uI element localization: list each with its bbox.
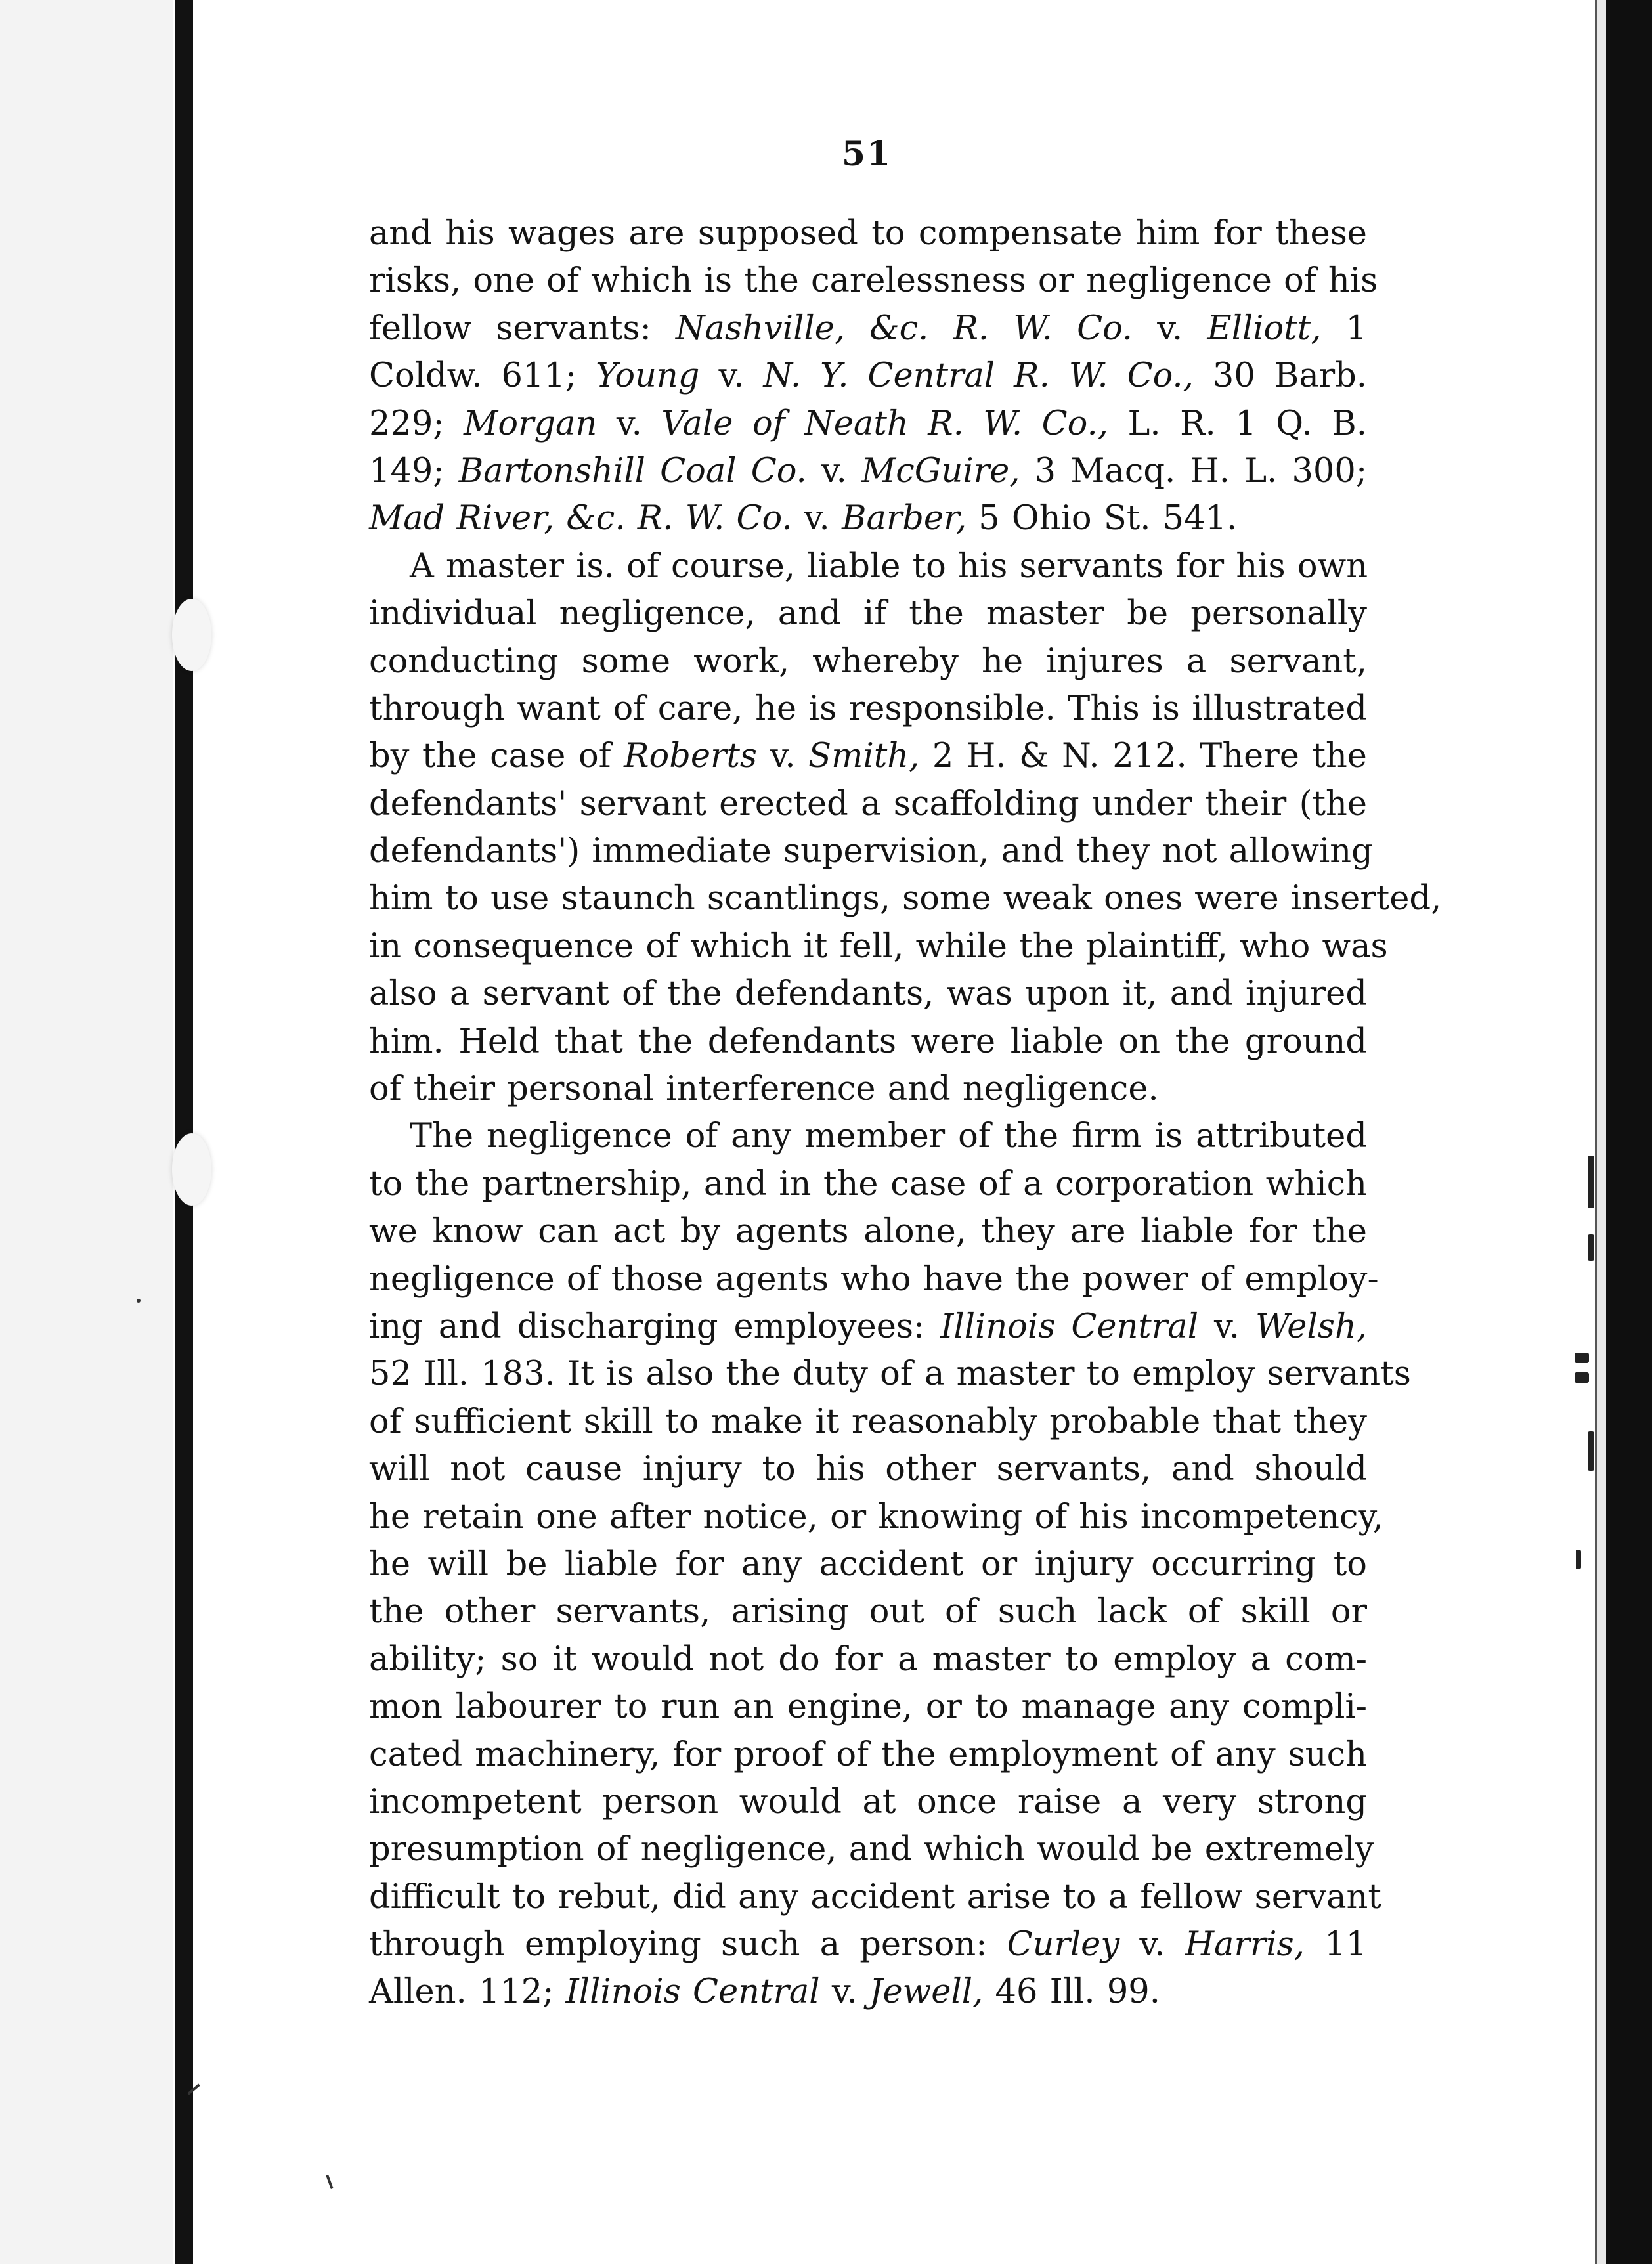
text-segment: Allen. 112;	[369, 1972, 566, 2012]
case-name: Nashville, &c. R. W. Co.	[675, 309, 1133, 348]
binding-clip-top	[172, 599, 211, 671]
page-right-edge	[1595, 0, 1606, 2264]
text-segment: the other servants, arising out of such lack of skill or	[369, 1592, 1367, 1632]
text-line	[369, 1446, 1367, 1493]
pencil-mark	[137, 1299, 141, 1303]
text-segment: 46 Ill. 99.	[983, 1972, 1160, 2012]
text-segment: 11	[1304, 1925, 1368, 1965]
text-segment: v.	[1119, 1925, 1185, 1965]
case-name: Harris,	[1185, 1925, 1305, 1965]
text-line	[369, 1588, 1367, 1636]
text-segment: Coldw. 611;	[369, 357, 596, 396]
text-segment: incompetent person would at once raise a very strong	[369, 1782, 1367, 1821]
text-line	[369, 875, 1442, 923]
text-segment: v.	[757, 737, 809, 776]
text-segment: 2 H. & N. 212. There the	[919, 737, 1367, 776]
text-segment: conducting some work, whereby he injures a servant,	[369, 642, 1367, 681]
text-segment: 3 Macq. H. L. 300;	[1020, 451, 1367, 490]
edge-mark	[1575, 1372, 1589, 1383]
pencil-mark	[326, 2175, 333, 2189]
edge-marks	[1571, 1156, 1597, 1615]
text-segment: by the case of	[369, 737, 624, 776]
text-line	[369, 686, 1367, 733]
text-segment: ing and discharging employees:	[369, 1307, 941, 1346]
text-segment: 1	[1321, 309, 1367, 348]
text-segment: of sufficient skill to make it reasonably probable that they	[369, 1402, 1367, 1441]
text-segment: v.	[806, 451, 862, 490]
text-segment: 149;	[369, 451, 459, 490]
text-segment: 30 Barb.	[1193, 357, 1367, 396]
case-name: Vale of Neath R. W. Co.,	[661, 404, 1108, 443]
text-line	[369, 1256, 1379, 1303]
edge-mark	[1575, 1353, 1589, 1363]
text-segment: through want of care, he is responsible. This is illustrated	[369, 689, 1367, 728]
body-text	[369, 210, 1442, 2016]
text-line	[369, 543, 1367, 590]
case-name: Young	[596, 357, 700, 396]
text-segment: defendants') immediate supervision, and they not allowing	[369, 832, 1373, 871]
text-segment: presumption of negligence, and which would be extremely	[369, 1830, 1374, 1869]
text-segment: L. R. 1 Q. B.	[1108, 404, 1367, 443]
text-line	[369, 1494, 1383, 1541]
text-line	[369, 1779, 1367, 1826]
case-name: Illinois Central	[565, 1972, 820, 2012]
text-line	[369, 1921, 1367, 1969]
text-segment: to the partnership, and in the case of a corporation which	[369, 1164, 1367, 1204]
scan-left-margin	[0, 0, 173, 2264]
text-segment: he retain one after notice, or knowing of his incompetency,	[369, 1497, 1383, 1536]
case-name: Morgan	[464, 404, 598, 443]
text-segment: defendants' servant erected a scaffolding under their (the	[369, 784, 1367, 823]
case-name: Curley	[1007, 1925, 1120, 1965]
text-line	[369, 1066, 1367, 1113]
text-line	[369, 401, 1367, 448]
text-line	[369, 1826, 1374, 1873]
text-segment: ability; so it would not do for a master to employ a com-	[369, 1640, 1367, 1679]
case-name: McGuire,	[861, 451, 1020, 490]
text-segment: v.	[792, 499, 842, 538]
text-segment: v.	[1133, 309, 1207, 348]
text-line	[369, 1113, 1367, 1160]
text-line	[369, 1541, 1367, 1588]
text-segment: of their personal interference and negligence.	[369, 1070, 1159, 1109]
text-line	[369, 1351, 1411, 1398]
text-segment: will not cause injury to his other servants, and should	[369, 1450, 1367, 1489]
case-name: Mad River, &c. R. W. Co.	[369, 499, 793, 538]
text-segment: also a servant of the defendants, was upon it, and injured	[369, 974, 1367, 1014]
text-line	[369, 448, 1367, 495]
text-segment: v.	[699, 357, 764, 396]
text-line	[369, 257, 1378, 305]
text-line	[369, 1399, 1367, 1446]
text-segment: risks, one of which is the carelessness or negligence of his	[369, 261, 1378, 301]
text-segment: him. Held that the defendants were liable on the ground	[369, 1022, 1367, 1061]
text-segment: v.	[819, 1972, 870, 2012]
text-line	[369, 781, 1367, 828]
text-line	[369, 1874, 1381, 1921]
text-segment: fellow servants:	[369, 309, 676, 348]
edge-mark	[1588, 1431, 1594, 1471]
text-segment: 52 Ill. 183. It is also the duty of a master to employ servants	[369, 1355, 1411, 1394]
edge-mark	[1576, 1550, 1581, 1569]
binding-shadow	[175, 0, 193, 2264]
text-line	[369, 353, 1367, 400]
case-name: Smith,	[808, 737, 920, 776]
text-line	[369, 305, 1367, 353]
case-name: Roberts	[624, 737, 758, 776]
text-line	[369, 210, 1367, 257]
case-name: N. Y. Central R. W. Co.,	[763, 357, 1194, 396]
text-line	[369, 733, 1367, 780]
text-segment: 5 Ohio St. 541.	[967, 499, 1238, 538]
text-segment: individual negligence, and if the master be personally	[369, 594, 1367, 634]
case-name: Illinois Central	[940, 1307, 1199, 1346]
text-segment: he will be liable for any accident or injury occurring to	[369, 1544, 1367, 1584]
text-line	[369, 1161, 1367, 1208]
case-name: Elliott,	[1207, 309, 1322, 348]
text-line	[369, 828, 1373, 875]
text-line	[369, 1636, 1367, 1684]
page-number: 51	[841, 134, 892, 174]
case-name: Barber,	[841, 499, 967, 538]
edge-mark	[1588, 1156, 1594, 1208]
text-line	[369, 590, 1367, 638]
text-line	[369, 1208, 1367, 1255]
binding-clip-bottom	[172, 1133, 211, 1206]
text-segment: and his wages are supposed to compensate him for these	[369, 214, 1367, 253]
case-name: Bartonshill Coal Co.	[458, 451, 807, 490]
text-line	[369, 1018, 1367, 1066]
text-line	[369, 970, 1367, 1018]
text-segment: A master is. of course, liable to his servants for his own	[410, 546, 1368, 586]
text-line	[369, 923, 1388, 970]
text-segment: cated machinery, for proof of the employment of any such	[369, 1735, 1367, 1774]
text-line	[369, 1969, 1367, 2016]
edge-mark	[1588, 1234, 1594, 1261]
text-line	[369, 1731, 1367, 1779]
text-segment: v.	[597, 404, 662, 443]
text-line	[369, 638, 1367, 686]
text-segment: 229;	[369, 404, 464, 443]
text-line	[369, 1303, 1367, 1351]
text-segment: mon labourer to run an engine, or to manage any compli-	[369, 1687, 1367, 1727]
text-segment: difficult to rebut, did any accident arise to a fellow servant	[369, 1877, 1381, 1917]
case-name: Welsh,	[1255, 1307, 1367, 1346]
text-segment: v.	[1198, 1307, 1256, 1346]
text-segment: through employing such a person:	[369, 1925, 1007, 1965]
text-line	[369, 1684, 1367, 1731]
text-segment: we know can act by agents alone, they are liable for the	[369, 1212, 1367, 1252]
text-segment: negligence of those agents who have the power of employ-	[369, 1259, 1379, 1299]
text-segment: The negligence of any member of the firm is attributed	[410, 1117, 1367, 1156]
scan-right-border	[1606, 0, 1652, 2264]
text-segment: him to use staunch scantlings, some weak ones were inserted,	[369, 879, 1442, 919]
text-line	[369, 495, 1367, 542]
case-name: Jewell,	[869, 1972, 984, 2012]
text-segment: in consequence of which it fell, while the plaintiff, who was	[369, 926, 1388, 966]
